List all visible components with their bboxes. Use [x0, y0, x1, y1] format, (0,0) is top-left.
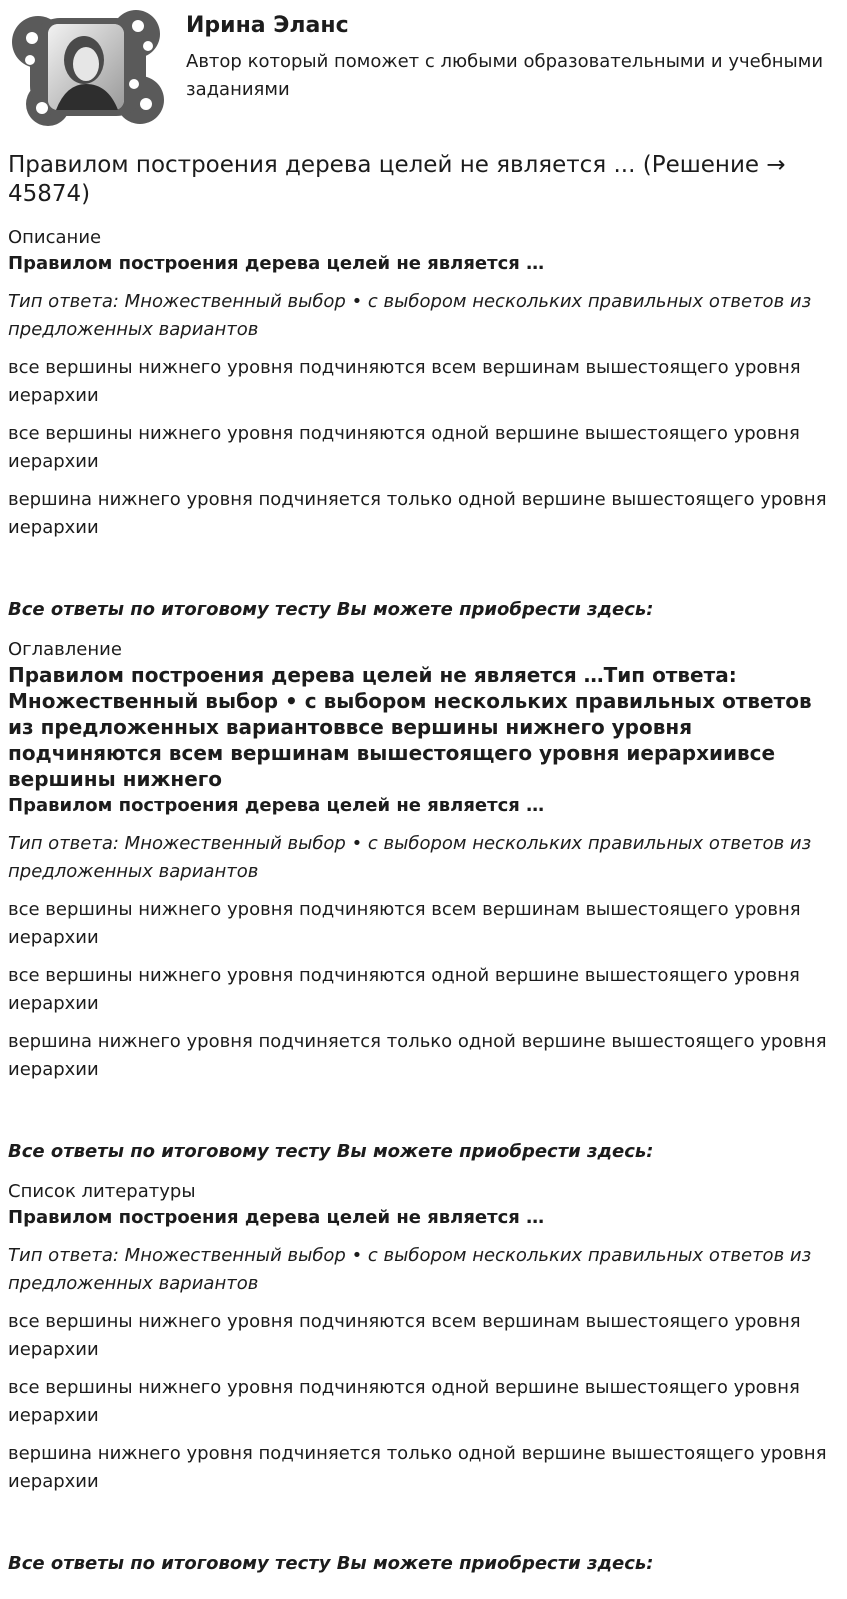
buy-note: Все ответы по итоговому тесту Вы можете приобрести здесь:: [8, 599, 654, 620]
answer-option: вершина нижнего уровня подчиняется только одной вершине вышестоящего уровня иерархии: [8, 1443, 827, 1492]
contents-section: [8, 638, 839, 1164]
buy-note: Все ответы по итоговому тесту Вы можете приобрести здесь:: [8, 1553, 654, 1574]
answer-type: Тип ответа: Множественный выбор • с выбором нескольких правильных ответов из предложенных вариантов: [8, 1245, 812, 1294]
answer-option: все вершины нижнего уровня подчиняются всем вершинам вышестоящего уровня иерархии: [8, 1311, 801, 1360]
answer-type: Тип ответа: Множественный выбор • с выбором нескольких правильных ответов из предложенных вариантов: [8, 833, 812, 882]
page-title: Правилом построения дерева целей не является ... (Решение → 45874): [8, 152, 786, 207]
answer-option: все вершины нижнего уровня подчиняются одной вершине вышестоящего уровня иерархии: [8, 965, 800, 1014]
answer-option: вершина нижнего уровня подчиняется только одной вершине вышестоящего уровня иерархии: [8, 489, 827, 538]
answer-option: все вершины нижнего уровня подчиняются всем вершинам вышестоящего уровня иерархии: [8, 899, 801, 948]
question-text: Правилом построения дерева целей не является …: [8, 253, 545, 274]
answer-option: все вершины нижнего уровня подчиняются одной вершине вышестоящего уровня иерархии: [8, 423, 800, 472]
literature-section: [8, 1180, 839, 1576]
answer-option: все вершины нижнего уровня подчиняются одной вершине вышестоящего уровня иерархии: [8, 1377, 800, 1426]
question-text: Правилом построения дерева целей не является …: [8, 1207, 545, 1228]
author-description: Автор который поможет с любыми образовательными и учебными заданиями: [186, 51, 824, 100]
section-label-description: Описание: [8, 227, 102, 248]
author-avatar-icon: [8, 4, 168, 129]
description-section: [8, 226, 839, 622]
answer-type: Тип ответа: Множественный выбор • с выбором нескольких правильных ответов из предложенных вариантов: [8, 291, 812, 340]
question-text: Правилом построения дерева целей не является …: [8, 795, 545, 816]
answer-option: вершина нижнего уровня подчиняется только одной вершине вышестоящего уровня иерархии: [8, 1031, 827, 1080]
section-label-contents: Оглавление: [8, 639, 122, 660]
contents-heading: Правилом построения дерева целей не является …Тип ответа: Множественный выбор • с выбором нескольких правильных ответов из предложенных вариантоввсе вершины нижнего уровня подчиняются всем вершинам вышестоящего уровня иерархиивсе вершины нижнего: [8, 663, 812, 791]
section-label-literature: Список литературы: [8, 1181, 196, 1202]
buy-note: Все ответы по итоговому тесту Вы можете приобрести здесь:: [8, 1141, 654, 1162]
author-name: Ирина Эланс: [186, 13, 349, 38]
answer-option: все вершины нижнего уровня подчиняются всем вершинам вышестоящего уровня иерархии: [8, 357, 801, 406]
author-card: [8, 0, 839, 135]
